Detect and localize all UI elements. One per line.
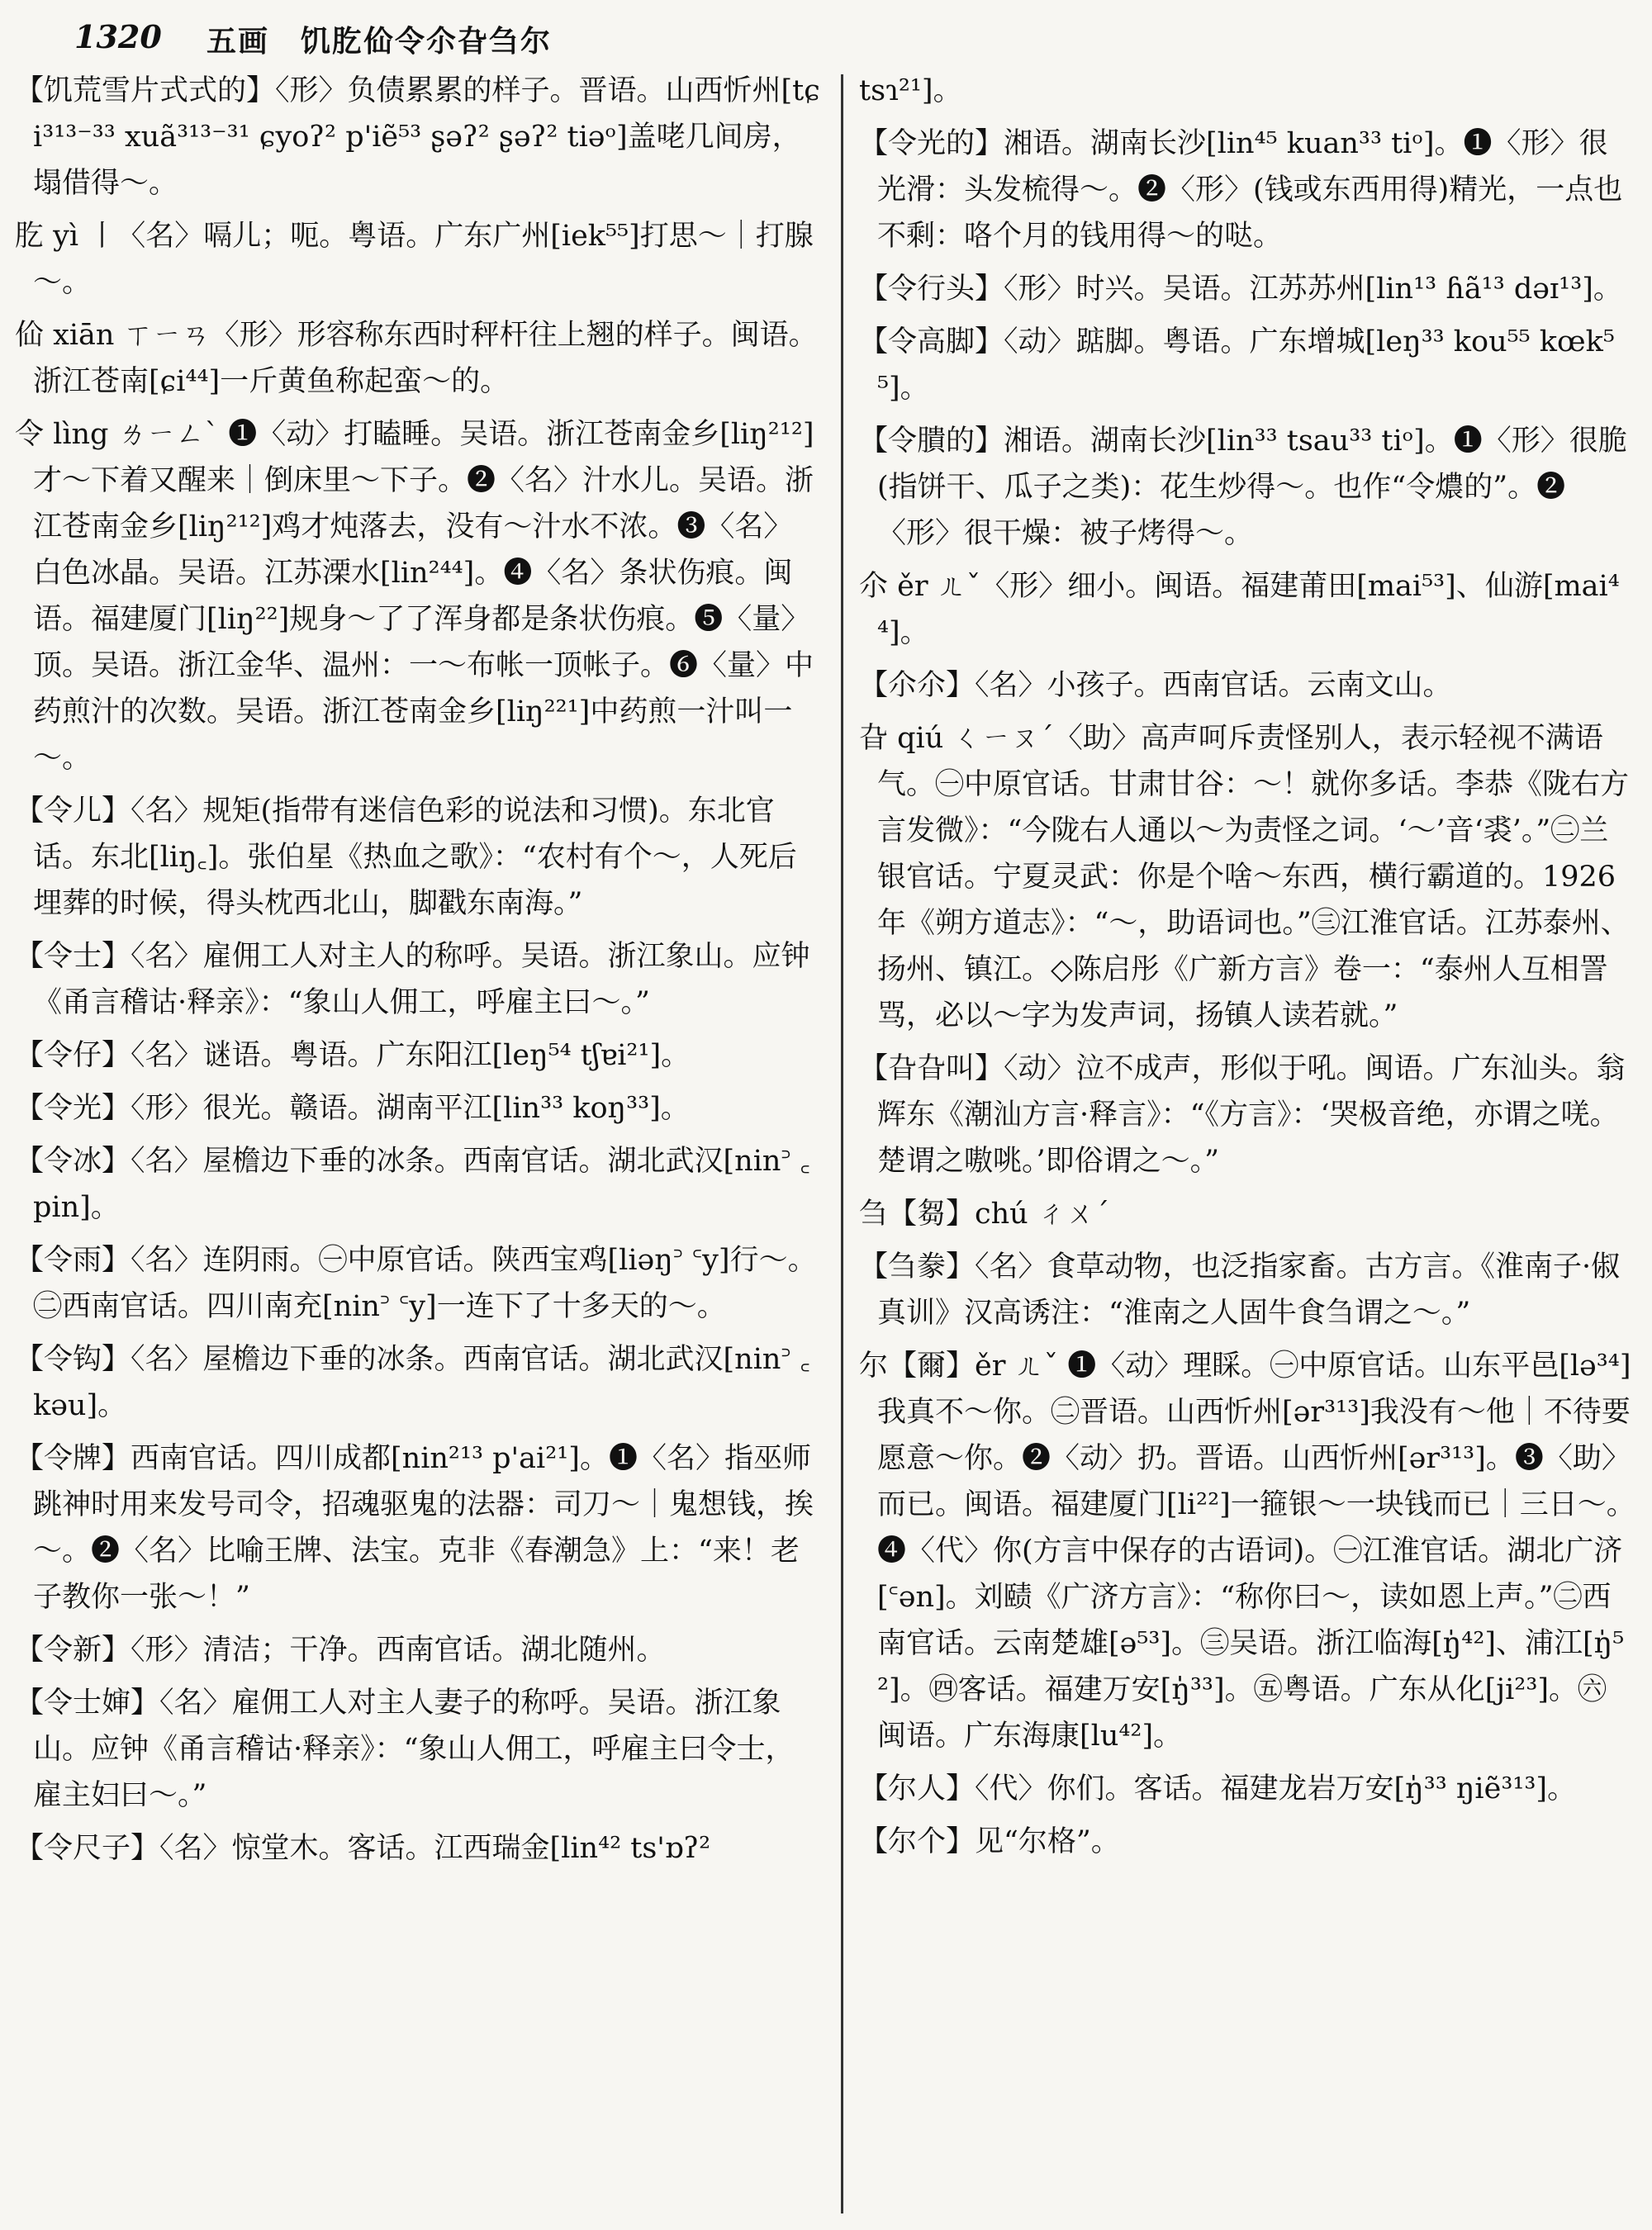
entry: 尔【爾】ěr ㄦˇ ❶〈动〉理睬。㊀中原官话。山东平邑[lə³⁴]我真不～你。㊁晋语。山西忻州[ər³¹³]我没有～他｜不待要愿意～你。❷〈动〉扔。晋语。山西忻州[ər³¹³]。❸〈助〉而已。闽语。福建厦门[li²²]一箍银～一块钱而已｜三日～。❹〈代〉你(方言中保存的古语词)。㊀江淮官话。湖北广济[꜂ən]。刘赜《广济方言》：“称你曰～，读如恩上声。”㊁西南官话。云南楚雄[ə⁵³]。㊂吴语。浙江临海[ŋ̍⁴²]、浦江[ŋ̍⁵²]。㊃客话。福建万安[ŋ̍³³]。㊄粤语。广东从化[ji²³]。㊅闽语。广东海康[lu⁴²]。	[859, 1350, 1635, 1753]
entry: 【尔人】〈代〉你们。客话。福建龙岩万安[ŋ̍³³ ŋiẽ³¹³]。	[859, 1772, 1577, 1805]
entry: 肐 yì 丨〈名〉嗝儿；呃。粤语。广东广州[iek⁵⁵]打思～｜打腺～。	[15, 220, 814, 299]
entry: 【令新】〈形〉清洁；干净。西南官话。湖北随州。	[15, 1634, 666, 1667]
entry: 【令仔】〈名〉谜语。粤语。广东阳江[leŋ⁵⁴ tʃɐi²¹]。	[15, 1039, 691, 1072]
entry: 【刍豢】〈名〉食草动物，也泛指家畜。古方言。《淮南子·俶真训》汉高诱注：“淮南之人固牛食刍谓之～。”	[859, 1250, 1621, 1330]
entry: 佡 xiān ㄒㄧㄢ〈形〉形容称东西时秤杆往上翘的样子。闽语。浙江苍南[ɕi⁴⁴]一斤黄鱼称起蛮～的。	[15, 319, 818, 398]
entry: 【饥荒雪片式式的】〈形〉负债累累的样子。晋语。山西忻州[tɕi³¹³⁻³³ xuã³¹³⁻³¹ ɕyoʔ² p'iẽ⁵³ ʂəʔ² ʂəʔ² tiəᵒ]盖咾几间房，塌借得～。	[15, 74, 820, 200]
entry: 【尒尒】〈名〉小孩子。西南官话。云南文山。	[859, 669, 1452, 702]
entry: 【尔个】见“尔格”。	[859, 1825, 1120, 1858]
entry: 【令光的】湘语。湖南长沙[lin⁴⁵ kuan³³ tiᵒ]。❶〈形〉很光滑：头发梳得～。❷〈形〉(钱或东西用得)精光，一点也不剩：咯个月的钱用得～的哒。	[859, 127, 1623, 253]
entry: 【令冰】〈名〉屋檐边下垂的冰条。西南官话。湖北武汉[nin꜄ ꜀pin]。	[15, 1145, 810, 1224]
entry: 【令士】〈名〉雇佣工人对主人的称呼。吴语。浙江象山。应钟《甬言稽诂·释亲》：“象山人佣工，呼雇主曰～。”	[15, 940, 810, 1019]
entry: 【令士婶】〈名〉雇佣工人对主人妻子的称呼。吴语。浙江象山。应钟《甬言稽诂·释亲》：“象山人佣工，呼雇主曰令士，雇主妇曰～。”	[15, 1687, 795, 1812]
entry: 【令尺子】〈名〉惊堂木。客话。江西瑞金[lin⁴² ts'ɒʔ²	[15, 1832, 711, 1865]
entry: 【令高脚】〈动〉踮脚。粤语。广东增城[leŋ³³ kou⁵⁵ kœk⁵⁵]。	[859, 325, 1615, 405]
entry: 【令钩】〈名〉屋檐边下垂的冰条。西南官话。湖北武汉[nin꜄ ꜀kəu]。	[15, 1343, 810, 1422]
entry: 【令牌】西南官话。四川成都[nin²¹³ p'ai²¹]。❶〈名〉指巫师跳神时用来发号司令，招魂驱鬼的法器：司刀～｜鬼想钱，挨～。❷〈名〉比喻王牌、法宝。克非《春潮急》上：“来！老子教你一张～！”	[15, 1442, 814, 1614]
entry: 【令光】〈形〉很光。赣语。湖南平江[lin³³ koŋ³³]。	[15, 1092, 690, 1125]
page-header	[50, 15, 1602, 64]
page-number: 1320	[74, 18, 162, 55]
entry: 【令儿】〈名〉规矩(指带有迷信色彩的说法和习惯)。东北官话。东北[liŋ꜀]。张伯星《热血之歌》：“农村有个～，人死后埋葬的时候，得头枕西北山，脚戳东南海。”	[15, 795, 797, 920]
entry: 【令行头】〈形〉时兴。吴语。江苏苏州[lin¹³ ɦã¹³ dəɪ¹³]。	[859, 273, 1622, 306]
running-title: 五画 饥肐佡令尒旮刍尔	[206, 24, 553, 59]
entry: 【旮旮叫】〈动〉泣不成声，形似于吼。闽语。广东汕头。翁辉东《潮汕方言·释言》：“《方言》：‘哭极音绝，亦谓之唴。楚谓之嗷咷。’即俗谓之～。”	[859, 1052, 1626, 1178]
entry: 刍【芻】chú ㄔㄨˊ	[859, 1198, 1110, 1231]
entry: 尒 ěr ㄦˇ〈形〉细小。闽语。福建莆田[mai⁵³]、仙游[mai⁴⁴]。	[859, 570, 1620, 649]
entry: 【令膭的】湘语。湖南长沙[lin³³ tsau³³ tiᵒ]。❶〈形〉很脆(指饼干、瓜子之类)：花生炒得～。也作“令燶的”。❷〈形〉很干燥：被子烤得～。	[859, 425, 1627, 550]
entry: 令 lìng ㄌㄧㄥˋ ❶〈动〉打瞌睡。吴语。浙江苍南金乡[liŋ²¹²]才～下着又醒来｜倒床里～下子。❷〈名〉汁水儿。吴语。浙江苍南金乡[liŋ²¹²]鸡才炖落去，没有～汁水不浓。❸〈名〉白色冰晶。吴语。江苏溧水[lin²⁴⁴]。❹〈名〉条状伤痕。闽语。福建厦门[liŋ²²]规身～了了浑身都是条状伤痕。❺〈量〉顶。吴语。浙江金华、温州：一～布帐一顶帐子。❻〈量〉中药煎汁的次数。吴语。浙江苍南金乡[liŋ²²¹]中药煎一汁叫一～。	[15, 418, 814, 775]
entry: 【令雨】〈名〉连阴雨。㊀中原官话。陕西宝鸡[liəŋ꜄ ꜂y]行～。㊁西南官话。四川南充[nin꜄ ꜂y]一连下了十多天的～。	[15, 1244, 817, 1323]
column-divider	[841, 74, 843, 2213]
left-column	[15, 68, 820, 1878]
entry: 旮 qiú ㄑㄧㄡˊ〈助〉高声呵斥责怪别人，表示轻视不满语气。㊀中原官话。甘肃甘谷：～！就你多话。李恭《陇右方言发微》：“今陇右人通以～为责怪之词。‘～’音‘裘’。”㊁兰银官话。宁夏灵武：你是个啥～东西，横行霸道的。1926年《朔方道志》：“～，助语词也。”㊂江淮官话。江苏泰州、扬州、镇江。◇陈启彤《广新方言》卷一：“泰州人互相詈骂，必以～字为发声词，扬镇人读若就。”	[859, 722, 1630, 1032]
entry: tsɿ²¹]。	[859, 74, 962, 107]
right-column	[859, 68, 1635, 1872]
